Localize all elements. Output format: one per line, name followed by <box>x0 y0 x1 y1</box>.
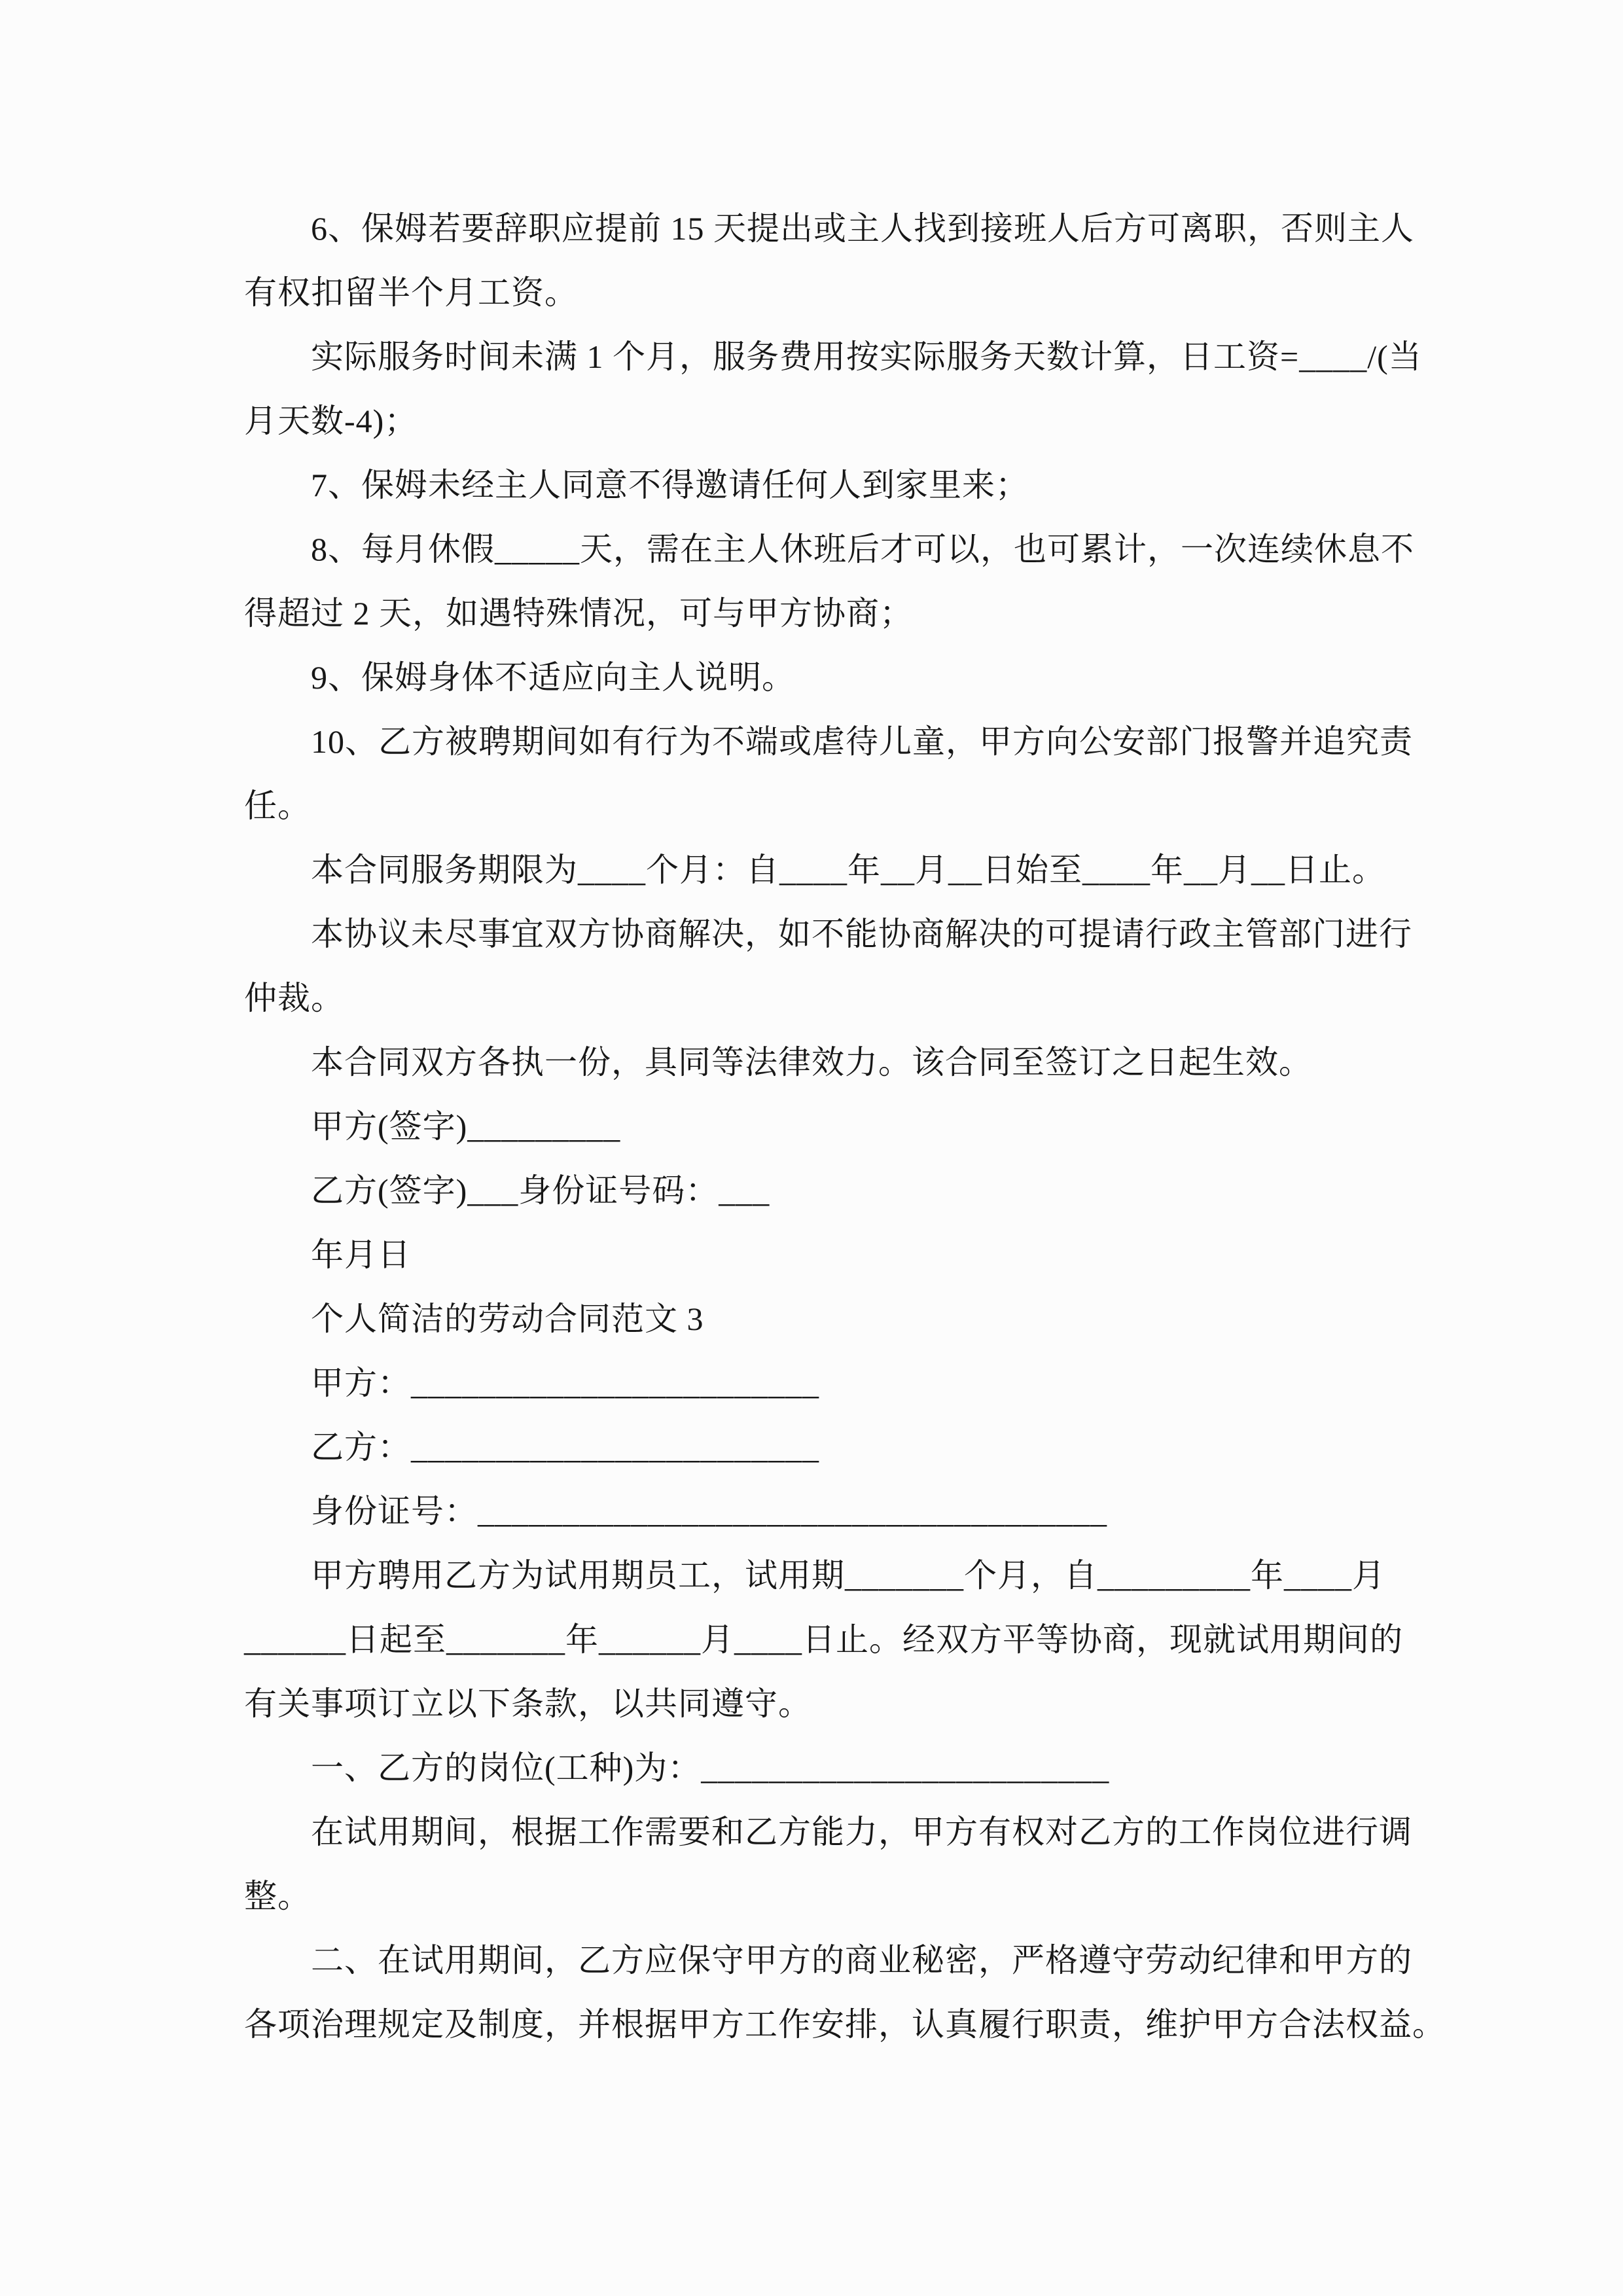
document-line-clause-6-note-line-2: 月天数-4)； <box>244 403 418 439</box>
document-line-service-term: 本合同服务期限为____个月：自____年__月__日始至____年__月__日止。 <box>311 852 1385 888</box>
document-line-probation-line-1: 甲方聘用乙方为试用期员工，试用期_______个月，自_________年____月 <box>311 1557 1385 1594</box>
document-line-clause-8-line-1: 8、每月休假_____天，需在主人休班后才可以，也可累计，一次连续休息不 <box>311 531 1414 567</box>
document-line-article-1-adjust-line-1: 在试用期间，根据工作需要和乙方能力，甲方有权对乙方的工作岗位进行调 <box>311 1814 1412 1850</box>
document-line-party-b-signature: 乙方(签字)___身份证号码：___ <box>311 1172 770 1209</box>
document-line-clause-7: 7、保姆未经主人同意不得邀请任何人到家里来； <box>311 467 1029 503</box>
document-line-clause-6-line-1: 6、保姆若要辞职应提前 15 天提出或主人找到接班人后方可离职，否则主人 <box>311 210 1414 247</box>
document-line-probation-line-3: 有关事项订立以下条款，以共同遵守。 <box>244 1685 812 1722</box>
document-line-article-2-line-2: 各项治理规定及制度，并根据甲方工作安排，认真履行职责，维护甲方合法权益。 <box>244 2006 1446 2043</box>
document-line-party-a-signature: 甲方(签字)_________ <box>311 1108 621 1145</box>
document-line-article-1-adjust-line-2: 整。 <box>244 1878 311 1914</box>
document-line-id-number-blank: 身份证号：_____________________________________ <box>311 1493 1107 1530</box>
document-line-clause-10-line-1: 10、乙方被聘期间如有行为不端或虐待儿童，甲方向公安部门报警并追究责 <box>311 723 1413 760</box>
document-line-clause-6-line-2: 有权扣留半个月工资。 <box>244 274 578 311</box>
document-line-probation-line-2: ______日起至_______年______月____日止。经双方平等协商，现就试用期间的 <box>244 1621 1403 1658</box>
document-line-arbitration-line-1: 本协议未尽事宜双方协商解决，如不能协商解决的可提请行政主管部门进行 <box>311 916 1412 952</box>
document-line-date-line: 年月日 <box>311 1236 411 1273</box>
document-line-clause-10-line-2: 任。 <box>244 787 311 824</box>
document-line-section-3-heading: 个人简洁的劳动合同范文 3 <box>311 1300 704 1337</box>
document-line-validity: 本合同双方各执一份，具同等法律效力。该合同至签订之日起生效。 <box>311 1044 1312 1081</box>
document-line-arbitration-line-2: 仲裁。 <box>244 980 344 1016</box>
document-line-clause-8-line-2: 得超过 2 天，如遇特殊情况，可与甲方协商； <box>244 595 913 632</box>
document-line-party-b-blank: 乙方：________________________ <box>311 1429 819 1465</box>
document-line-clause-6-note-line-1: 实际服务时间未满 1 个月，服务费用按实际服务天数计算，日工资=____/(当 <box>311 338 1422 375</box>
document-line-clause-9: 9、保姆身体不适应向主人说明。 <box>311 659 795 696</box>
document-line-article-1-post: 一、乙方的岗位(工种)为：________________________ <box>311 1749 1110 1786</box>
document-body <box>244 196 1446 2056</box>
document-line-party-a-blank: 甲方：________________________ <box>311 1365 819 1401</box>
document-line-article-2-line-1: 二、在试用期间，乙方应保守甲方的商业秘密，严格遵守劳动纪律和甲方的 <box>311 1942 1412 1979</box>
